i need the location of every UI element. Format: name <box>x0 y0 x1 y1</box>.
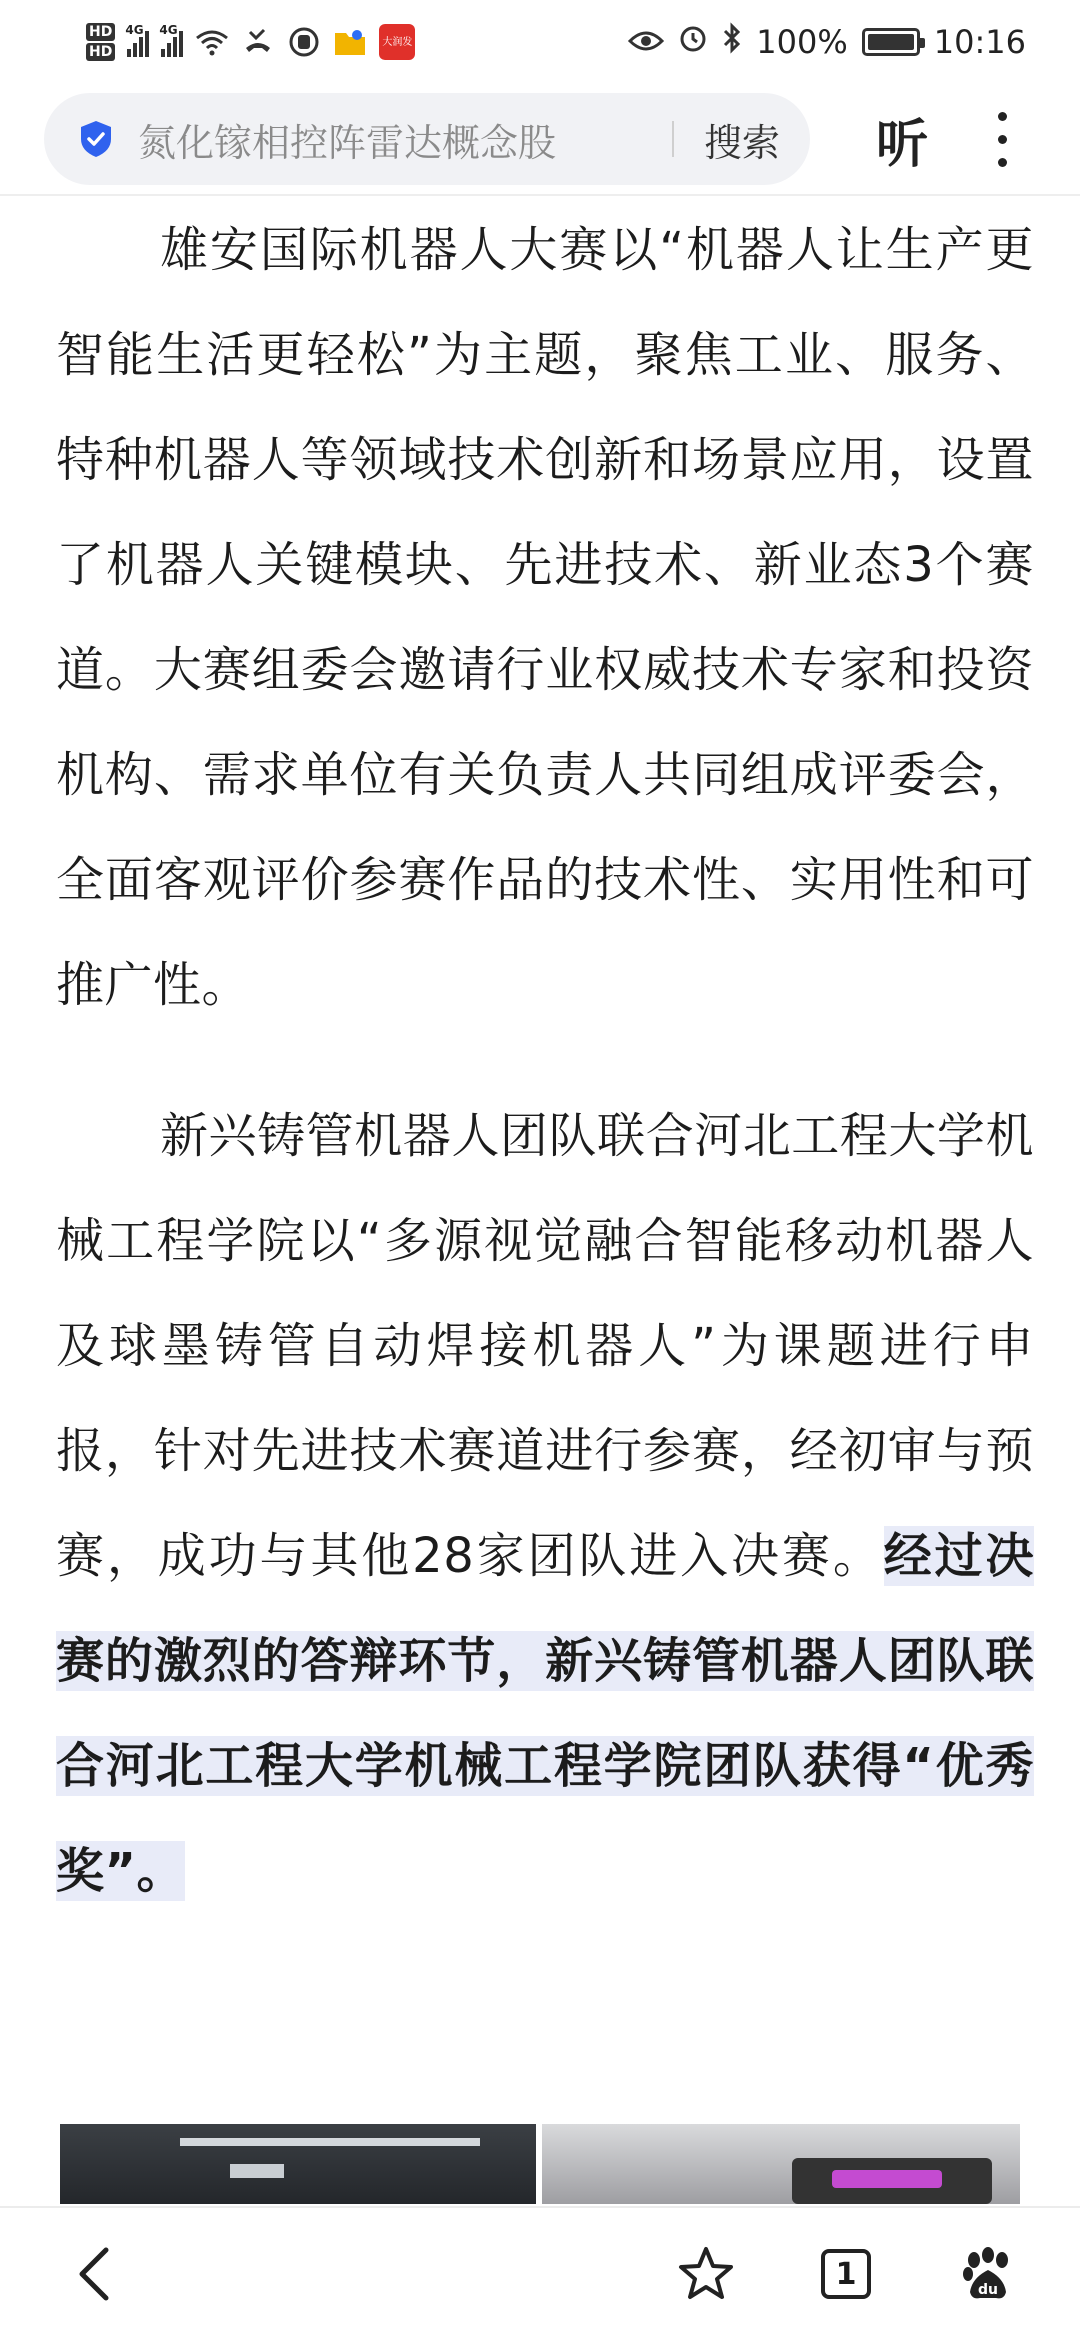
search-header <box>0 84 1080 196</box>
hd-badge-2: HD <box>86 43 115 61</box>
signal-icon-sim1 <box>125 23 149 57</box>
tab-count: 1 <box>821 2249 871 2299</box>
back-arrow-icon[interactable] <box>54 2234 134 2314</box>
wifi-icon <box>195 25 229 59</box>
status-bar <box>0 0 1080 84</box>
clock-time: 10:16 <box>933 23 1026 61</box>
alarm-icon <box>678 23 708 61</box>
baidu-paw-icon[interactable] <box>948 2234 1028 2314</box>
status-right <box>628 22 1026 62</box>
app-notification-badge: 大润发 <box>379 24 415 60</box>
folder-icon <box>333 25 367 59</box>
article-paragraph-1: 雄安国际机器人大赛以“机器人让生产更智能生活更轻松”为主题，聚焦工业、服务、特种机器人等领域技术创新和场景应用，设置了机器人关键模块、先进技术、新业态3个赛道。大赛组委会邀请行业权威技术专家和投资机构、需求单位有关负责人共同组成评委会，全面客观评价参赛作品的技术性、实用性和可推广性。 <box>56 222 1034 1013</box>
article-images <box>60 2124 1020 2204</box>
article-photo-1[interactable] <box>60 2124 536 2204</box>
hd-badge-1: HD <box>86 23 115 41</box>
paragraph-2-text: 新兴铸管机器人团队联合河北工程大学机械工程学院以“多源视觉融合智能移动机器人及球墨铸管自动焊接机器人”为课题进行申报，针对先进技术赛道进行参赛，经初审与预赛，成功与其他28家团队进入决赛。 <box>56 1108 1034 1584</box>
search-query[interactable]: 氮化镓相控阵雷达概念股 <box>138 120 557 165</box>
article-body <box>56 196 1034 1924</box>
eye-comfort-icon <box>628 23 664 61</box>
hand-icon <box>287 25 321 59</box>
star-icon[interactable] <box>666 2234 746 2314</box>
highlighted-text: 经过决赛的激烈的答辩环节，新兴铸管机器人团队联合河北工程大学机械工程学院团队获得“优秀奖”。 <box>56 1528 1034 1899</box>
search-box[interactable] <box>44 93 810 185</box>
search-divider <box>672 121 674 157</box>
hd-indicators <box>86 23 115 61</box>
bottom-navigation <box>0 2206 1080 2340</box>
article-paragraph-2 <box>56 1084 1034 1924</box>
signal-label-2: 4G <box>159 23 178 37</box>
missed-call-icon <box>241 25 275 59</box>
signal-label-1: 4G <box>125 23 144 37</box>
search-button[interactable]: 搜索 <box>703 120 780 165</box>
bluetooth-icon <box>722 22 742 62</box>
tabs-icon[interactable] <box>806 2234 886 2314</box>
status-left <box>86 23 415 61</box>
battery-icon <box>862 28 920 56</box>
listen-button[interactable]: 听 <box>876 114 929 175</box>
signal-icon-sim2 <box>159 23 183 57</box>
shield-icon <box>76 119 116 159</box>
article-photo-2[interactable] <box>542 2124 1020 2204</box>
svg-text:du: du <box>978 2282 998 2298</box>
more-menu-icon[interactable] <box>998 112 1007 167</box>
battery-percent: 100% <box>756 23 848 61</box>
